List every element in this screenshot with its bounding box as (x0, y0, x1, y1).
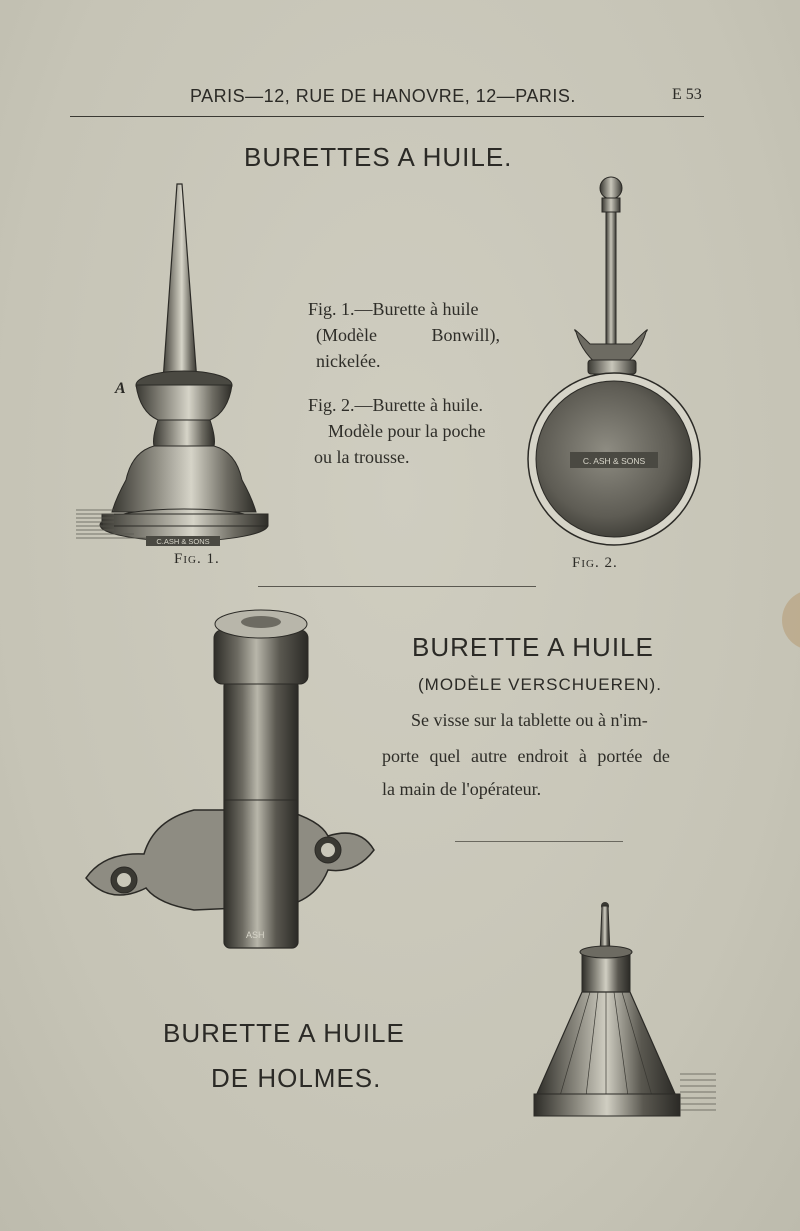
oil-can-bonwill-illustration (74, 180, 296, 555)
verschueren-line-2: porte quel autre endroit à portée de (382, 746, 670, 766)
header-rule (70, 116, 704, 117)
fig1-line-2-row (308, 322, 514, 348)
section-title-verschueren: BURETTE A HUILE (412, 632, 654, 662)
maker-mark-fig2: C. ASH & SONS (582, 456, 646, 466)
fig2-description (308, 392, 518, 470)
section-subtitle-verschueren: (MODÈLE VERSCHUEREN). (418, 675, 662, 694)
fig1-description (308, 296, 514, 374)
section-title-holmes-line1: BURETTE A HUILE (163, 1018, 405, 1048)
running-header: PARIS—12, RUE DE HANOVRE, 12—PARIS. (190, 86, 576, 106)
fig1-line-3: nickelée. (316, 351, 381, 371)
verschueren-line-3: la main de l'opérateur. (382, 779, 542, 799)
oil-can-pocket-illustration (524, 174, 710, 554)
section-divider (258, 586, 536, 587)
maker-mark-fig1: C.ASH & SONS (156, 537, 210, 546)
verschueren-line-1: Se visse sur la tablette ou à n'im- (411, 710, 648, 730)
page-edge-tab (782, 590, 800, 650)
section-title-burettes: BURETTES A HUILE. (244, 142, 513, 172)
oil-can-holmes-illustration (530, 898, 720, 1130)
fig2-line-2: Modèle pour la poche (328, 421, 486, 441)
fig1-line-2: (Modèle Bonwill), (316, 325, 500, 345)
fig2-line-1: Fig. 2.—Burette à huile. (308, 395, 483, 415)
part-label-a: A (115, 380, 126, 397)
fig2-line-3: ou la trousse. (314, 447, 410, 467)
small-divider (455, 841, 623, 842)
section-title-holmes-line2: DE HOLMES. (211, 1063, 382, 1093)
page-number: E 53 (672, 86, 702, 103)
maker-mark-verschueren: ASH (246, 930, 265, 940)
oil-can-verschueren-illustration (84, 600, 376, 952)
fig2-caption: Fig. 2. (572, 555, 618, 571)
fig1-caption: Fig. 1. (174, 551, 220, 567)
fig1-line-1: Fig. 1.—Burette à huile (308, 299, 479, 319)
